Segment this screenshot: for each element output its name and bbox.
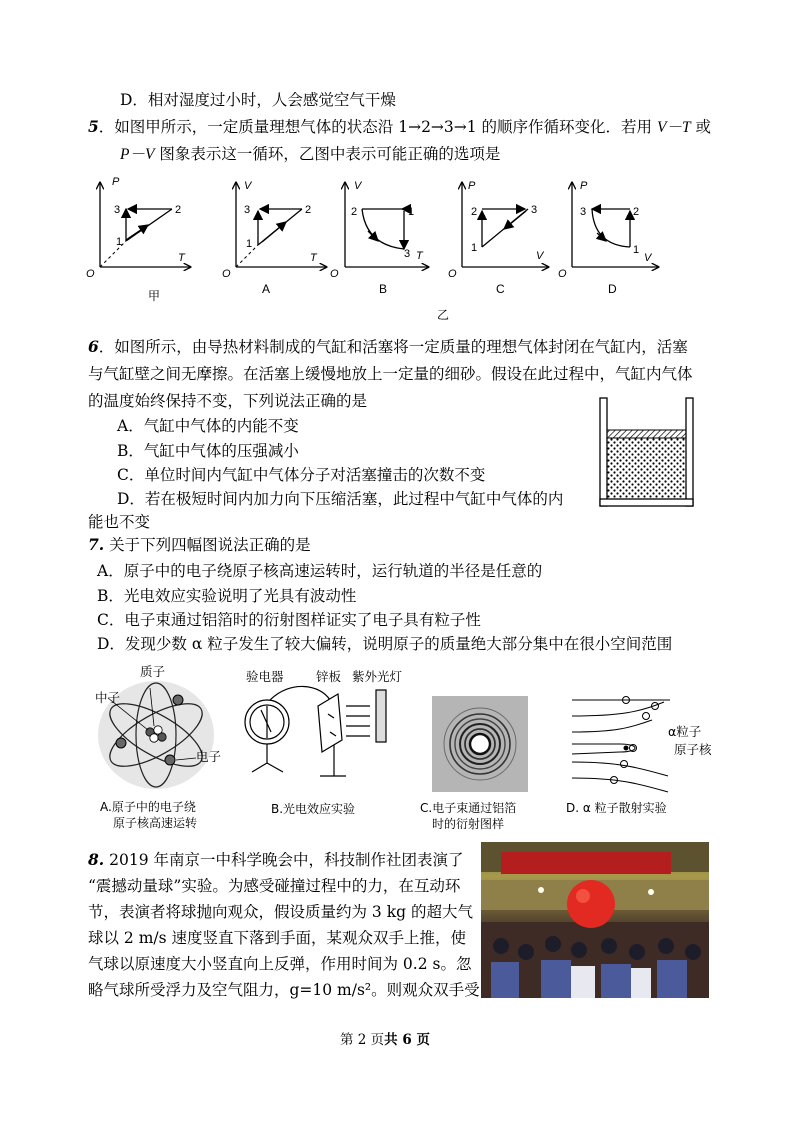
question-8-number: 8. (88, 850, 105, 869)
caption-b: B (379, 282, 388, 296)
svg-text:O: O (330, 268, 339, 280)
svg-text:V: V (536, 250, 544, 262)
svg-text:P: P (468, 180, 476, 192)
svg-text:V: V (644, 252, 652, 264)
graph-jia (86, 176, 190, 280)
svg-text:1: 1 (408, 206, 415, 218)
question-6-line-2: 与气缸壁之间无摩擦。在活塞上缓慢地放上一定量的细砂。假设在此过程中，气缸内气体 (88, 365, 693, 383)
label-nucleus: 原子核 (674, 742, 712, 757)
caption-c: C (496, 282, 505, 296)
graph-d (558, 180, 658, 280)
svg-text:T: T (310, 252, 317, 264)
pv-symbol: P－V (120, 146, 155, 163)
label-alpha: α粒子 (668, 724, 702, 739)
caption-d: D (608, 282, 617, 296)
question-7-option-c: C．电子束通过铝箔时的衍射图样证实了电子具有粒子性 (97, 611, 481, 629)
svg-text:T: T (178, 252, 185, 264)
question-6-option-b: B．气缸中气体的压强减小 (117, 442, 299, 460)
question-6-number: 6 (88, 337, 99, 356)
caption-fig-c-2: 时的衍射图样 (432, 817, 505, 831)
question-8-line-6: 略气球所受浮力及空气阻力，g=10 m/s²。则观众双手受 (88, 981, 480, 999)
caption-fig-b: B.光电效应实验 (271, 802, 356, 816)
svg-text:O: O (448, 268, 457, 280)
event-photo (481, 842, 709, 998)
vt-symbol: V－T (657, 119, 691, 136)
graph-a (222, 180, 326, 280)
prev-option-d: D．相对湿度过小时，人会感觉空气干燥 (120, 91, 396, 109)
caption-fig-c-1: C.电子束通过铝箔 (420, 801, 517, 815)
svg-text:3: 3 (404, 248, 411, 260)
svg-text:1: 1 (246, 238, 253, 250)
caption-yi: 乙 (437, 308, 450, 322)
svg-text:3: 3 (580, 206, 587, 218)
svg-text:P: P (580, 180, 588, 192)
svg-text:V: V (244, 180, 252, 192)
svg-text:3: 3 (114, 204, 121, 216)
question-7-line-1: 7. 关于下列四幅图说法正确的是 (88, 535, 311, 554)
photoelectric-figure (245, 686, 386, 776)
graph-b (330, 180, 428, 280)
caption-a: A (262, 282, 271, 296)
question-8-line-2: “震撼动量球”实验。为感受碰撞过程中的力，在互动环 (88, 877, 461, 895)
svg-text:2: 2 (471, 206, 478, 218)
graph-c (448, 180, 548, 280)
svg-text:O: O (558, 268, 567, 280)
page-footer: 第 2 页共 6 页 (340, 1032, 430, 1048)
svg-text:1: 1 (471, 242, 478, 254)
question-5-line-1: 5．如图甲所示，一定质量理想气体的状态沿 1→2→3→1 的顺序作循环变化．若用 V－T 或 (88, 117, 712, 136)
q5-graphs (0, 175, 794, 335)
alpha-scattering-figure (572, 697, 670, 793)
label-zinc-plate: 锌板 (316, 669, 342, 684)
question-6-option-d-cont: 能也不变 (88, 513, 151, 531)
question-6-option-c: C．单位时间内气缸中气体分子对活塞撞击的次数不变 (117, 466, 486, 484)
question-7-option-d: D．发现少数 α 粒子发生了较大偏转，说明原子的质量绝大部分集中在很小空间范围 (97, 635, 673, 653)
question-8-line-3: 节，表演者将球抛向观众，假设质量约为 3 kg 的超大气 (88, 903, 473, 921)
question-6-option-d: D．若在极短时间内加力向下压缩活塞，此过程中气缸中气体的内 (117, 490, 564, 508)
label-electron: 电子 (196, 749, 222, 764)
svg-text:2: 2 (351, 206, 358, 218)
cylinder-figure (598, 396, 698, 508)
question-7-number: 7. (88, 535, 105, 554)
caption-fig-a-2: 原子核高速运转 (113, 816, 198, 830)
label-uv-lamp: 紫外光灯 (352, 669, 403, 684)
question-6-line-3: 的温度始终保持不变，下列说法正确的是 (88, 392, 368, 410)
svg-text:O: O (86, 268, 95, 280)
svg-text:1: 1 (633, 244, 640, 256)
question-7-option-a: A．原子中的电子绕原子核高速运转时，运行轨道的半径是任意的 (97, 562, 543, 580)
question-6-option-a: A．气缸中气体的内能不变 (117, 417, 299, 435)
svg-text:3: 3 (531, 204, 538, 216)
svg-text:V: V (354, 180, 362, 192)
question-6-line-1: 6．如图所示，由导热材料制成的气缸和活塞将一定质量的理想气体封闭在气缸内，活塞 (88, 337, 688, 356)
svg-text:O: O (222, 268, 231, 280)
question-5-number: 5 (88, 117, 99, 136)
question-5-line-2: P－V 图象表示这一循环，乙图中表示可能正确的选项是 (120, 145, 501, 163)
question-8-line-1: 8. 2019 年南京一中科学晚会中，科技制作社团表演了 (88, 850, 464, 869)
question-8-line-4: 球以 2 m/s 速度竖直下落到手面，某观众双手上推，使 (88, 929, 467, 947)
svg-text:T: T (416, 250, 423, 262)
diffraction-figure (432, 696, 528, 792)
svg-text:2: 2 (633, 206, 640, 218)
question-8-line-5: 气球以原速度大小竖直向上反弹，作用时间为 0.2 s。忽 (88, 955, 472, 973)
axis-label: P (112, 176, 120, 188)
label-electroscope: 验电器 (246, 669, 284, 684)
caption-jia: 甲 (148, 289, 161, 303)
label-proton: 质子 (140, 664, 166, 679)
caption-fig-d: D. α 粒子散射实验 (566, 801, 667, 815)
caption-fig-a-1: A.原子中的电子绕 (100, 800, 196, 814)
svg-text:2: 2 (305, 204, 312, 216)
question-7-option-b: B．光电效应实验说明了光具有波动性 (97, 587, 357, 605)
svg-text:1: 1 (116, 236, 123, 248)
svg-text:2: 2 (175, 204, 182, 216)
svg-text:3: 3 (244, 204, 251, 216)
label-neutron: 中子 (95, 690, 121, 705)
